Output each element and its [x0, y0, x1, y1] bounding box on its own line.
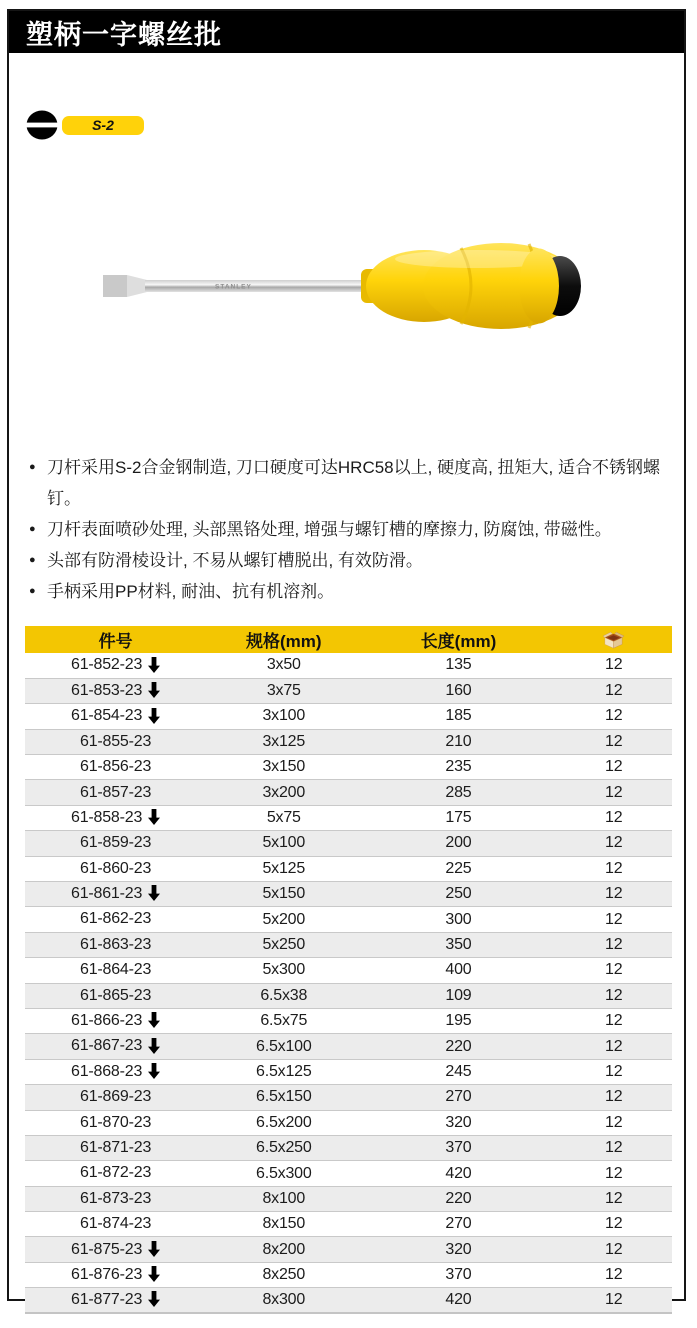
qty-cell: 12 — [556, 1034, 672, 1059]
table-row — [25, 755, 672, 780]
length-cell: 370 — [361, 1135, 555, 1160]
length-cell: 245 — [361, 1059, 555, 1084]
part-number-cell: 61-866-23 — [25, 1008, 206, 1033]
table-row — [25, 729, 672, 754]
qty-cell: 12 — [556, 704, 672, 729]
spec-cell: 8x200 — [206, 1237, 361, 1262]
down-arrow-icon — [148, 1063, 160, 1079]
table-row — [25, 653, 672, 678]
down-arrow-icon — [148, 1291, 160, 1307]
length-cell: 210 — [361, 729, 555, 754]
down-arrow-icon — [148, 1266, 160, 1282]
part-number-cell: 61-863-23 — [25, 932, 206, 957]
length-cell: 350 — [361, 932, 555, 957]
part-number-cell: 61-871-23 — [25, 1135, 206, 1160]
qty-cell: 12 — [556, 1059, 672, 1084]
spec-cell: 6.5x38 — [206, 983, 361, 1008]
length-cell: 400 — [361, 958, 555, 983]
qty-cell: 12 — [556, 1085, 672, 1110]
table-row — [25, 882, 672, 907]
length-cell: 220 — [361, 1186, 555, 1211]
down-arrow-icon — [148, 708, 160, 724]
table-row — [25, 958, 672, 983]
bullet-icon: ● — [29, 523, 36, 535]
feature-item — [29, 452, 674, 514]
part-number-cell: 61-873-23 — [25, 1186, 206, 1211]
catalog-page-frame — [7, 9, 686, 1309]
down-arrow-icon — [148, 1038, 160, 1054]
page-content — [9, 53, 684, 1309]
table-row — [25, 1212, 672, 1237]
spec-cell: 6.5x125 — [206, 1059, 361, 1084]
length-cell: 320 — [361, 1237, 555, 1262]
spec-cell: 5x250 — [206, 932, 361, 957]
part-number-cell: 61-859-23 — [25, 831, 206, 856]
table-row — [25, 1110, 672, 1135]
spec-cell: 8x100 — [206, 1186, 361, 1211]
part-number-cell: 61-868-23 — [25, 1059, 206, 1084]
table-row — [25, 1085, 672, 1110]
length-cell: 250 — [361, 882, 555, 907]
feature-item — [29, 545, 674, 576]
table-row — [25, 678, 672, 703]
length-cell: 285 — [361, 780, 555, 805]
col-header-part-number: 件号 — [98, 632, 133, 651]
spec-cell: 3x200 — [206, 780, 361, 805]
qty-cell: 12 — [556, 1237, 672, 1262]
table-row — [25, 1237, 672, 1262]
col-header-pack-qty — [556, 626, 672, 653]
length-cell: 235 — [361, 755, 555, 780]
qty-cell: 12 — [556, 907, 672, 932]
spec-cell: 3x150 — [206, 755, 361, 780]
spec-cell: 5x75 — [206, 805, 361, 830]
length-cell: 109 — [361, 983, 555, 1008]
table-row — [25, 983, 672, 1008]
spec-cell: 3x50 — [266, 656, 301, 674]
qty-cell: 12 — [556, 1212, 672, 1237]
spec-cell: 3x75 — [206, 678, 361, 703]
spec-cell: 5x200 — [206, 907, 361, 932]
length-cell: 270 — [361, 1212, 555, 1237]
feature-text: 刀杆采用S-2合金钢制造, 刀口硬度可达HRC58以上, 硬度高, 扭矩大, 适合不锈钢螺钉。 — [47, 458, 660, 508]
length-cell: 175 — [361, 805, 555, 830]
product-marks-row — [26, 110, 144, 140]
spec-cell: 6.5x150 — [206, 1085, 361, 1110]
title-bar — [9, 11, 684, 53]
length-cell: 320 — [361, 1110, 555, 1135]
table-row — [25, 805, 672, 830]
spec-cell: 5x150 — [206, 882, 361, 907]
down-arrow-icon — [148, 657, 160, 673]
steel-grade-badge: S-2 — [62, 116, 144, 135]
part-number-cell: 61-864-23 — [25, 958, 206, 983]
qty-cell: 12 — [556, 805, 672, 830]
qty-cell: 12 — [556, 1288, 672, 1313]
part-number-cell: 61-872-23 — [25, 1161, 206, 1186]
down-arrow-icon — [148, 1241, 160, 1257]
feature-text: 头部有防滑棱设计, 不易从螺钉槽脱出, 有效防滑。 — [47, 551, 423, 570]
table-row — [25, 1008, 672, 1033]
part-number-cell: 61-875-23 — [25, 1237, 206, 1262]
part-number-cell: 61-860-23 — [25, 856, 206, 881]
spec-cell: 6.5x300 — [206, 1161, 361, 1186]
part-number-cell: 61-856-23 — [25, 755, 206, 780]
part-number-cell: 61-855-23 — [25, 729, 206, 754]
qty-cell: 12 — [556, 1110, 672, 1135]
spec-cell: 8x300 — [206, 1288, 361, 1313]
qty-cell: 12 — [556, 882, 672, 907]
part-number-cell: 61-853-23 — [25, 678, 206, 703]
qty-cell: 12 — [556, 1262, 672, 1287]
table-row — [25, 1262, 672, 1287]
table-row — [25, 1161, 672, 1186]
bullet-icon: ● — [29, 585, 36, 597]
bullet-icon: ● — [29, 461, 36, 473]
feature-item — [29, 576, 674, 607]
qty-cell: 12 — [605, 656, 623, 674]
carton-box-icon — [602, 631, 625, 649]
table-header-row — [25, 626, 672, 653]
length-cell: 200 — [361, 831, 555, 856]
part-number-cell: 61-861-23 — [25, 882, 206, 907]
feature-list — [29, 452, 674, 607]
parts-table — [25, 626, 672, 1314]
spec-cell: 6.5x250 — [206, 1135, 361, 1160]
slotted-screwdriver-tip-icon — [26, 110, 58, 140]
qty-cell: 12 — [556, 1186, 672, 1211]
table-row — [25, 831, 672, 856]
qty-cell: 12 — [556, 678, 672, 703]
spec-cell: 8x150 — [206, 1212, 361, 1237]
qty-cell: 12 — [556, 1161, 672, 1186]
part-number-cell: 61-862-23 — [25, 907, 206, 932]
table-row — [25, 1059, 672, 1084]
part-number-cell: 61-867-23 — [25, 1034, 206, 1059]
length-cell: 420 — [361, 1161, 555, 1186]
qty-cell: 12 — [556, 780, 672, 805]
part-number-cell: 61-857-23 — [25, 780, 206, 805]
down-arrow-icon — [148, 885, 160, 901]
bullet-icon: ● — [29, 554, 36, 566]
length-cell: 370 — [361, 1262, 555, 1287]
spec-cell: 5x100 — [206, 831, 361, 856]
feature-text: 手柄采用PP材料, 耐油、抗有机溶剂。 — [47, 582, 335, 601]
qty-cell: 12 — [556, 932, 672, 957]
table-row — [25, 907, 672, 932]
length-cell: 225 — [361, 856, 555, 881]
spec-cell: 5x125 — [206, 856, 361, 881]
shaft — [145, 280, 371, 292]
parts-table-body — [25, 653, 672, 1313]
product-image-screwdriver — [9, 223, 688, 353]
table-row — [25, 704, 672, 729]
table-row — [25, 1135, 672, 1160]
qty-cell: 12 — [556, 755, 672, 780]
spec-cell: 8x250 — [206, 1262, 361, 1287]
spec-cell: 3x100 — [206, 704, 361, 729]
qty-cell: 12 — [556, 958, 672, 983]
part-number-cell: 61-852-23 — [25, 653, 206, 678]
part-number-cell: 61-870-23 — [25, 1110, 206, 1135]
part-number-cell: 61-858-23 — [25, 805, 206, 830]
down-arrow-icon — [148, 1012, 160, 1028]
part-number-cell: 61-874-23 — [25, 1212, 206, 1237]
down-arrow-icon — [148, 682, 160, 698]
part-number-cell: 61-876-23 — [25, 1262, 206, 1287]
part-number-cell: 61-869-23 — [25, 1085, 206, 1110]
part-number-cell: 61-854-23 — [25, 704, 206, 729]
table-row — [25, 932, 672, 957]
length-cell: 220 — [361, 1034, 555, 1059]
table-row — [25, 856, 672, 881]
length-cell: 300 — [361, 907, 555, 932]
spec-cell: 6.5x100 — [206, 1034, 361, 1059]
shaft-brand-text: STANLEY — [215, 283, 252, 291]
qty-cell: 12 — [556, 1135, 672, 1160]
blade-tip — [103, 275, 127, 297]
qty-cell: 12 — [556, 1008, 672, 1033]
qty-cell: 12 — [556, 729, 672, 754]
length-cell: 195 — [361, 1008, 555, 1033]
qty-cell: 12 — [556, 831, 672, 856]
spec-cell: 5x300 — [206, 958, 361, 983]
part-number-cell: 61-865-23 — [25, 983, 206, 1008]
length-cell: 160 — [361, 678, 555, 703]
col-header-spec: 规格(mm) — [246, 632, 322, 651]
spec-cell: 6.5x75 — [206, 1008, 361, 1033]
table-row — [25, 1186, 672, 1211]
length-cell: 135 — [445, 656, 472, 674]
table-row — [25, 1034, 672, 1059]
col-header-length: 长度(mm) — [420, 632, 497, 651]
blade-taper — [127, 275, 147, 297]
part-number-cell: 61-877-23 — [25, 1288, 206, 1313]
length-cell: 270 — [361, 1085, 555, 1110]
feature-item — [29, 514, 674, 545]
page-title: 塑柄一字螺丝批 — [26, 19, 222, 50]
down-arrow-icon — [148, 809, 160, 825]
length-cell: 185 — [361, 704, 555, 729]
spec-cell: 6.5x200 — [206, 1110, 361, 1135]
table-row — [25, 780, 672, 805]
length-cell: 420 — [361, 1288, 555, 1313]
qty-cell: 12 — [556, 856, 672, 881]
qty-cell: 12 — [556, 983, 672, 1008]
feature-text: 刀杆表面喷砂处理, 头部黑铬处理, 增强与螺钉槽的摩擦力, 防腐蚀, 带磁性。 — [47, 520, 612, 539]
table-row — [25, 1288, 672, 1313]
spec-cell: 3x125 — [206, 729, 361, 754]
